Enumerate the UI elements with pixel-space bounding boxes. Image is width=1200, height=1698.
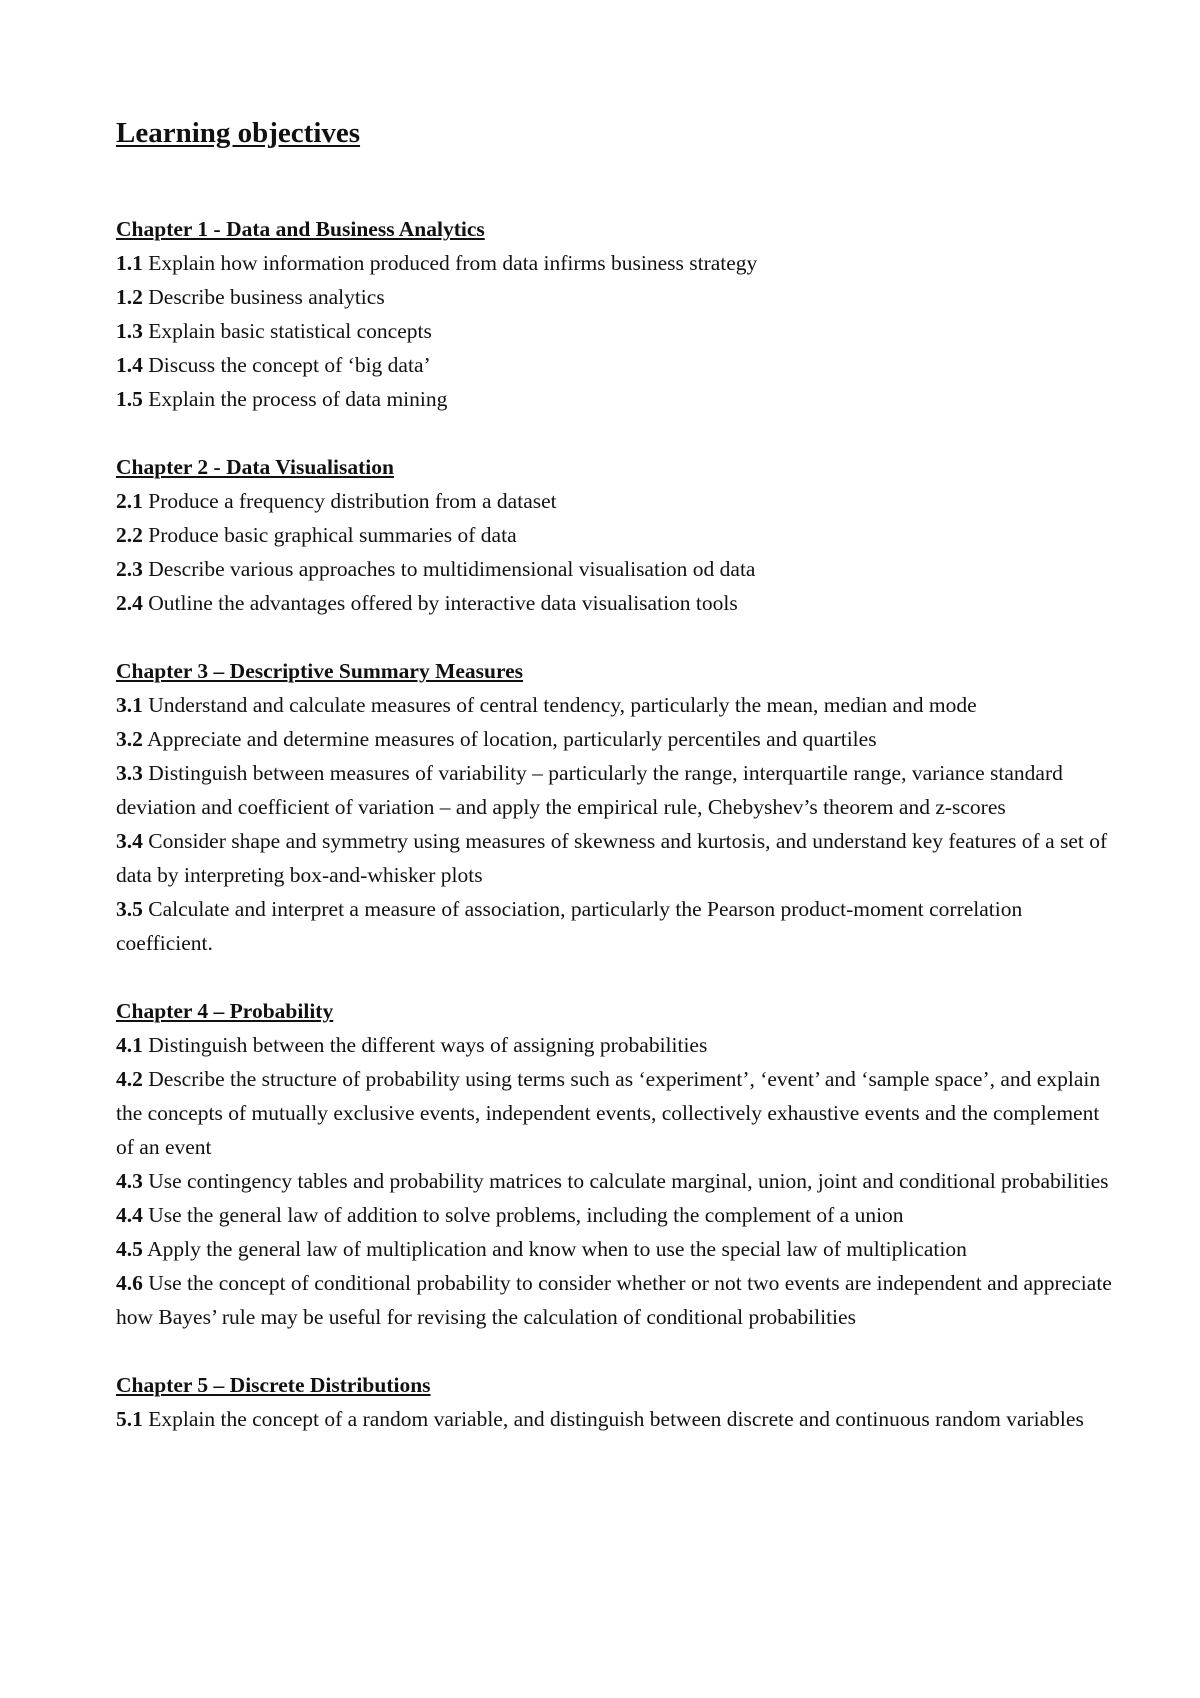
objective-text: Produce basic graphical summaries of data [142, 523, 517, 547]
objective-number: 2.1 [116, 489, 143, 513]
objective-text: Apply the general law of multiplication and know when to use the special law of multiplication [142, 1237, 967, 1261]
objective-4-5 [116, 1232, 1116, 1266]
objective-3-4 [116, 824, 1116, 892]
objective-number: 4.6 [116, 1271, 143, 1295]
objective-number: 1.4 [116, 353, 143, 377]
objective-3-3 [116, 756, 1116, 824]
objective-2-3 [116, 552, 1116, 586]
objective-number: 3.2 [116, 727, 143, 751]
objective-text: Use contingency tables and probability matrices to calculate marginal, union, joint and conditional probabilities [142, 1169, 1109, 1193]
title-spacer [116, 162, 1116, 212]
objective-number: 4.4 [116, 1203, 143, 1227]
objective-2-2 [116, 518, 1116, 552]
objective-text: Explain how information produced from data infirms business strategy [142, 251, 758, 275]
objective-1-2 [116, 280, 1116, 314]
objective-number: 1.2 [116, 285, 143, 309]
objective-text: Describe business analytics [142, 285, 385, 309]
objective-number: 1.5 [116, 387, 143, 411]
chapter-3-section [116, 654, 1116, 960]
objective-3-2 [116, 722, 1116, 756]
objective-number: 3.5 [116, 897, 143, 921]
objective-text: Describe the structure of probability using terms such as ‘experiment’, ‘event’ and ‘sample space’, and explain the concepts of mutually exclusive events, independent events, collectively exhaustive events and the complement of an event [116, 1067, 1101, 1159]
chapter-4-section [116, 994, 1116, 1334]
objective-4-4 [116, 1198, 1116, 1232]
chapter-5-section [116, 1368, 1116, 1436]
objective-text: Discuss the concept of ‘big data’ [142, 353, 431, 377]
objective-number: 2.4 [116, 591, 143, 615]
objective-text: Distinguish between the different ways of assigning probabilities [142, 1033, 708, 1057]
objective-4-3 [116, 1164, 1116, 1198]
objective-2-4 [116, 586, 1116, 620]
document-title: Learning objectives [116, 117, 361, 149]
objective-4-1 [116, 1028, 1116, 1062]
objective-2-1 [116, 484, 1116, 518]
objective-number: 5.1 [116, 1407, 143, 1431]
objective-number: 4.2 [116, 1067, 143, 1091]
chapter-2-heading: Chapter 2 - Data Visualisation [116, 455, 394, 479]
objective-number: 3.1 [116, 693, 143, 717]
objective-number: 2.2 [116, 523, 143, 547]
chapter-1-section [116, 212, 1116, 416]
objective-number: 1.3 [116, 319, 143, 343]
objective-3-1 [116, 688, 1116, 722]
objective-text: Distinguish between measures of variability – particularly the range, interquartile range, variance standard deviation and coefficient of variation – and apply the empirical rule, Chebyshev’s theorem and z-scores [116, 761, 1063, 819]
objective-number: 4.3 [116, 1169, 143, 1193]
objective-text: Explain the concept of a random variable, and distinguish between discrete and continuous random variables [142, 1407, 1084, 1431]
objective-4-6 [116, 1266, 1116, 1334]
objective-3-5 [116, 892, 1116, 960]
chapter-4-heading: Chapter 4 – Probability [116, 999, 334, 1023]
objective-text: Use the general law of addition to solve problems, including the complement of a union [142, 1203, 904, 1227]
objective-1-3 [116, 314, 1116, 348]
objective-number: 2.3 [116, 557, 143, 581]
objective-text: Explain basic statistical concepts [142, 319, 432, 343]
objective-text: Understand and calculate measures of central tendency, particularly the mean, median and mode [142, 693, 977, 717]
objective-number: 4.1 [116, 1033, 143, 1057]
objective-text: Describe various approaches to multidimensional visualisation od data [142, 557, 756, 581]
objective-number: 3.4 [116, 829, 143, 853]
objective-text: Calculate and interpret a measure of association, particularly the Pearson product-moment correlation coefficient. [116, 897, 1023, 955]
objective-1-4 [116, 348, 1116, 382]
objective-text: Appreciate and determine measures of location, particularly percentiles and quartiles [142, 727, 877, 751]
objective-text: Explain the process of data mining [142, 387, 448, 411]
objective-text: Use the concept of conditional probability to consider whether or not two events are independent and appreciate how Bayes’ rule may be useful for revising the calculation of conditional probabilities [116, 1271, 1112, 1329]
objective-text: Produce a frequency distribution from a dataset [142, 489, 557, 513]
chapter-5-heading: Chapter 5 – Discrete Distributions [116, 1373, 431, 1397]
objective-text: Outline the advantages offered by interactive data visualisation tools [142, 591, 738, 615]
objective-number: 1.1 [116, 251, 143, 275]
objective-number: 3.3 [116, 761, 143, 785]
chapter-2-section [116, 450, 1116, 620]
document-page [116, 104, 1116, 1470]
objective-text: Consider shape and symmetry using measures of skewness and kurtosis, and understand key features of a set of data by interpreting box-and-whisker plots [116, 829, 1108, 887]
objective-4-2 [116, 1062, 1116, 1164]
chapter-1-heading: Chapter 1 - Data and Business Analytics [116, 217, 485, 241]
objective-1-5 [116, 382, 1116, 416]
objective-5-1 [116, 1402, 1116, 1436]
objective-1-1 [116, 246, 1116, 280]
objective-number: 4.5 [116, 1237, 143, 1261]
chapter-3-heading: Chapter 3 – Descriptive Summary Measures [116, 659, 524, 683]
